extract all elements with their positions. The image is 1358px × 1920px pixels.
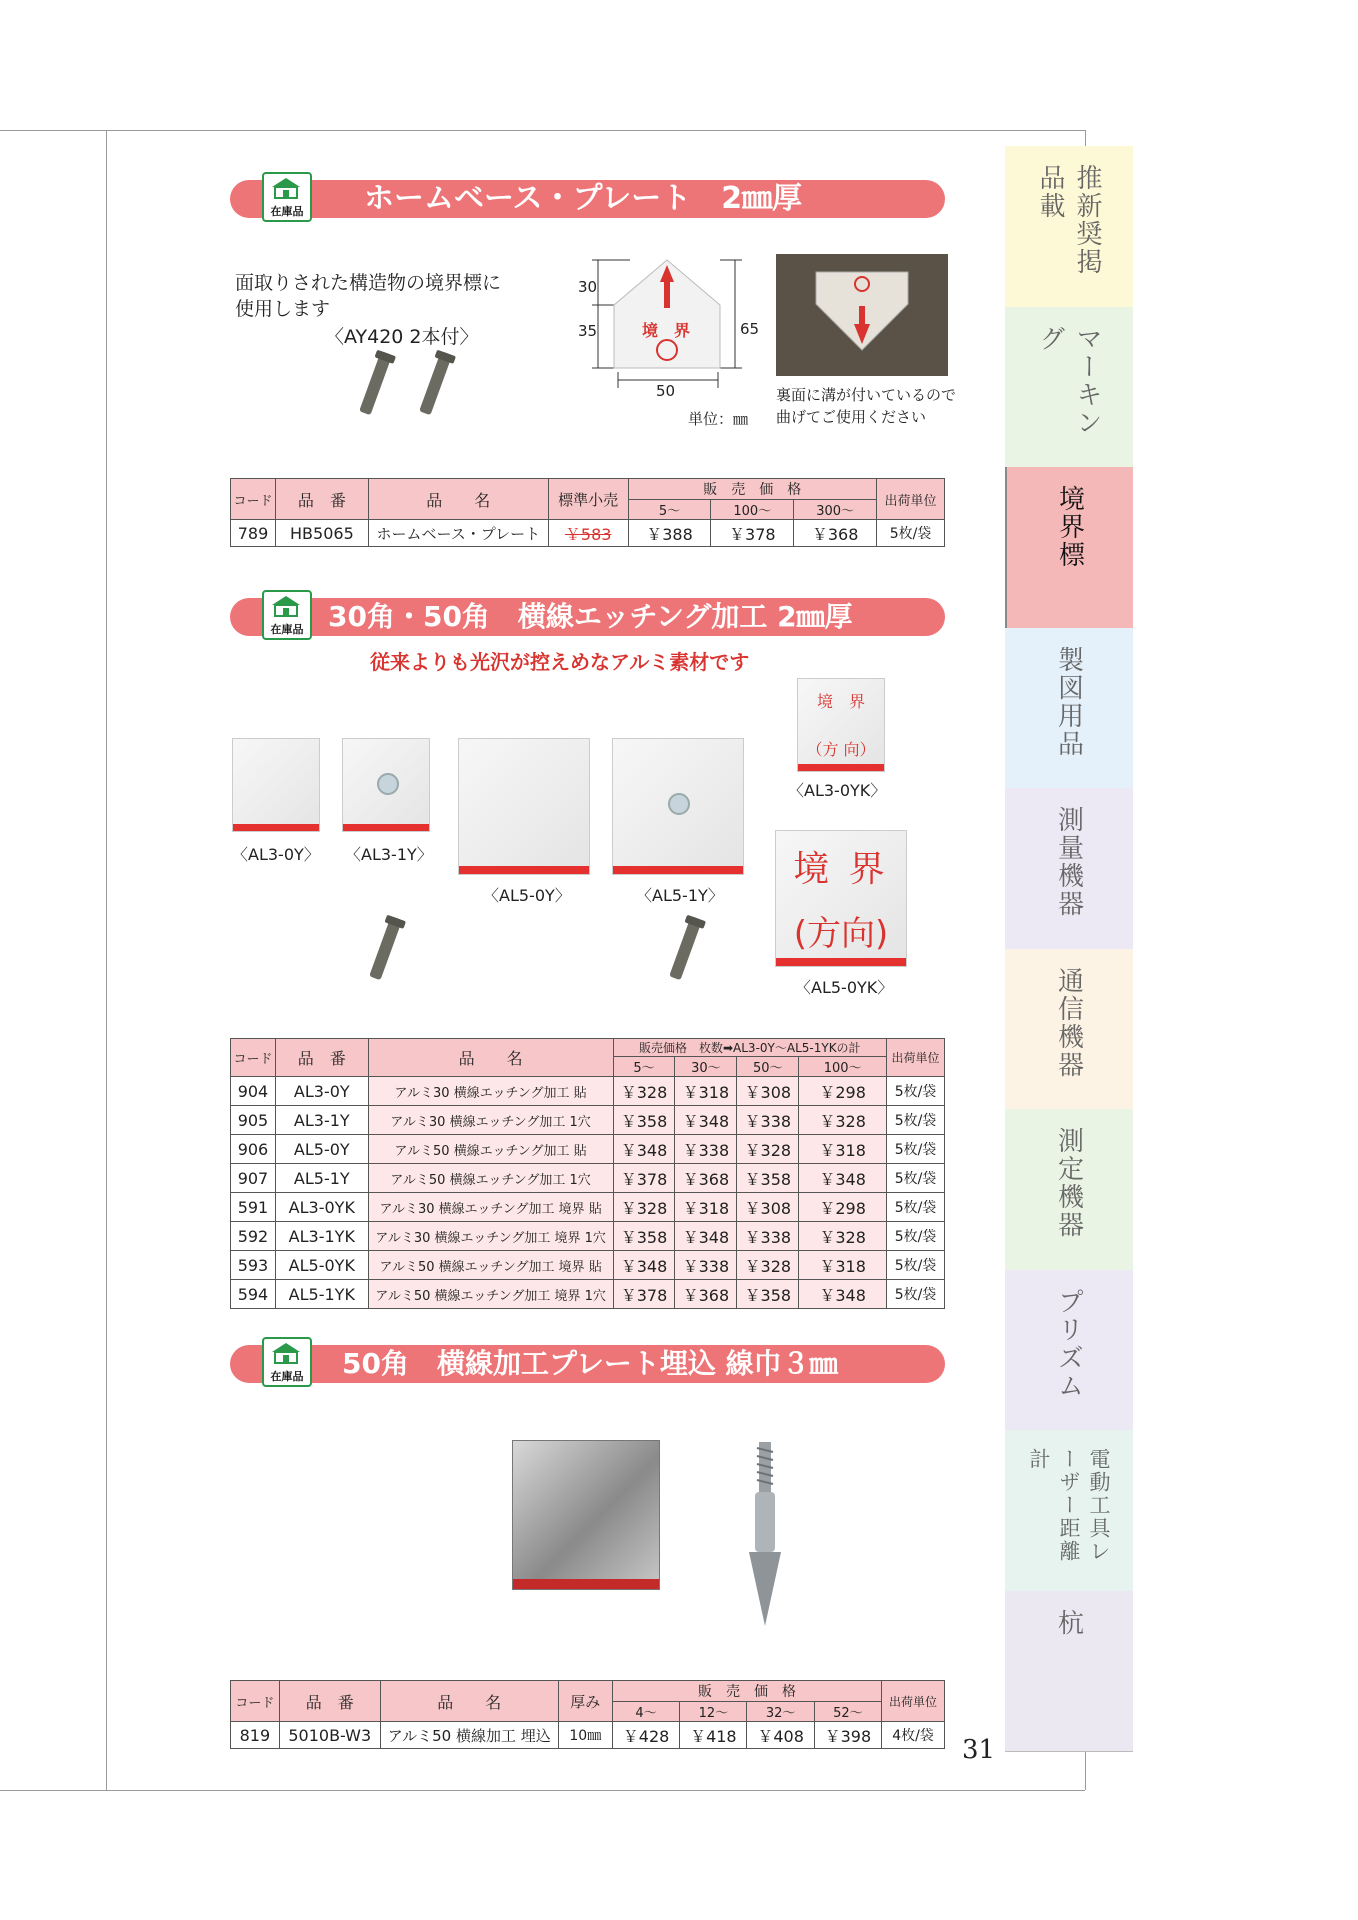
col-q3: 50〜: [737, 1057, 799, 1077]
cell-p1: ￥378: [613, 1280, 675, 1309]
stock-label: 在庫品: [270, 205, 304, 218]
col-q4: 52〜: [814, 1702, 881, 1722]
table-row: [231, 1722, 945, 1749]
cell-unit: 5枚/袋: [887, 1077, 945, 1106]
cell-p3: ￥408: [747, 1722, 814, 1749]
plate-al3-1y: [342, 738, 430, 832]
embed-pin-image: [735, 1440, 795, 1630]
section3-price-table: [230, 1680, 945, 1749]
anchor-bolt-image: [355, 910, 415, 990]
col-unit: 出荷単位: [877, 479, 945, 520]
plate-al5-0yk: [775, 830, 907, 967]
label-al3-0yk: 〈AL3-0YK〉: [788, 781, 887, 800]
tab-label: 測定機器: [1053, 1127, 1084, 1239]
stock-badge: [262, 172, 312, 222]
dim-35-label: 35: [578, 322, 598, 340]
cell-name: アルミ30 横線エッチング加工 境界 1穴: [368, 1222, 613, 1251]
col-unit: 出荷単位: [887, 1039, 945, 1077]
col-price: 販 売 価 格: [628, 479, 876, 500]
cell-part: AL3-0Y: [275, 1077, 368, 1106]
cell-part: AL5-0YK: [275, 1251, 368, 1280]
cell-name: アルミ50 横線エッチング加工 1穴: [368, 1164, 613, 1193]
plate-al5-0y: [458, 738, 590, 875]
stock-label: 在庫品: [270, 1370, 304, 1383]
cell-p1: ￥378: [613, 1164, 675, 1193]
cell-p2: ￥348: [675, 1106, 737, 1135]
col-name: 品 名: [368, 1039, 613, 1077]
cell-p3: ￥368: [794, 520, 877, 547]
note-line1: 裏面に溝が付いているので: [776, 386, 957, 404]
cell-p2: ￥348: [675, 1222, 737, 1251]
section3-title: 50角 横線加工プレート埋込 線巾３㎜: [342, 1347, 838, 1380]
plate-al3-0yk-text1: 境 界: [816, 692, 865, 711]
installed-plate-shape: [776, 254, 948, 376]
house-icon: [270, 595, 302, 617]
tab-label: 電動工具レーザー距離計: [1027, 1448, 1111, 1563]
cell-name: アルミ50 横線加工 埋込: [380, 1722, 558, 1749]
cell-p1: ￥428: [612, 1722, 679, 1749]
col-unit: 出荷単位: [882, 1681, 945, 1722]
cell-p3: ￥308: [737, 1077, 799, 1106]
cell-unit: 5枚/袋: [887, 1251, 945, 1280]
cell-p4: ￥298: [799, 1077, 887, 1106]
tab-4[interactable]: [1005, 628, 1133, 790]
label-al5-0yk: 〈AL5-0YK〉: [795, 978, 894, 997]
plate-al3-0yk-text2: （方 向）: [806, 740, 876, 759]
cell-name: アルミ50 横線エッチング加工 境界 1穴: [368, 1280, 613, 1309]
table-row: [231, 1222, 945, 1251]
mounting-hole: [668, 793, 690, 815]
cell-code: 819: [231, 1722, 280, 1749]
plate-al5-0yk-text2: (方向): [793, 914, 889, 954]
tab-label: 製図用品: [1053, 645, 1084, 758]
cell-part: AL3-0YK: [275, 1193, 368, 1222]
cell-unit: 5枚/袋: [887, 1280, 945, 1309]
section2-subtitle: 従来よりも光沢が控えめなアルミ素材です: [370, 650, 750, 674]
cell-p1: ￥358: [613, 1106, 675, 1135]
cell-code: 906: [231, 1135, 276, 1164]
cell-p1: ￥328: [613, 1193, 675, 1222]
stock-label: 在庫品: [270, 623, 304, 636]
cell-p2: ￥368: [675, 1280, 737, 1309]
cell-part: AL5-1YK: [275, 1280, 368, 1309]
cell-code: 594: [231, 1280, 276, 1309]
cell-p1: ￥348: [613, 1135, 675, 1164]
col-q1: 5〜: [613, 1057, 675, 1077]
dim-65-label: 65: [740, 320, 760, 338]
cell-part: AL3-1Y: [275, 1106, 368, 1135]
tab-8[interactable]: [1005, 1270, 1133, 1432]
cell-p3: ￥308: [737, 1193, 799, 1222]
col-code: コード: [231, 1039, 276, 1077]
unit-label: 単位：㎜: [688, 410, 749, 428]
cell-part: AL5-0Y: [275, 1135, 368, 1164]
cell-code: 593: [231, 1251, 276, 1280]
plate-al5-1y: [612, 738, 744, 875]
cell-p4: ￥348: [799, 1280, 887, 1309]
tab-label: 境界標: [1054, 485, 1085, 569]
col-q1: 5〜: [628, 500, 711, 520]
table-row: [231, 1135, 945, 1164]
embedded-plate-image: [512, 1440, 660, 1590]
cell-p3: ￥338: [737, 1222, 799, 1251]
col-q4: 100〜: [799, 1057, 887, 1077]
cell-unit: 5枚/袋: [887, 1164, 945, 1193]
cell-name: アルミ50 横線エッチング加工 境界 貼: [368, 1251, 613, 1280]
desc-line1: 面取りされた構造物の境界標に: [235, 272, 502, 294]
installed-plate-photo: [776, 254, 948, 376]
table-row: [231, 1077, 945, 1106]
page-number: 31: [962, 1735, 996, 1765]
col-q3: 32〜: [747, 1702, 814, 1722]
installation-note: [776, 384, 956, 428]
section2-title: 30角・50角 横線エッチング加工 2㎜厚: [328, 600, 853, 633]
cell-code: 591: [231, 1193, 276, 1222]
cell-p2: ￥418: [680, 1722, 747, 1749]
section1-header: [230, 180, 945, 218]
tab-10[interactable]: [1005, 1591, 1133, 1753]
cell-part: HB5065: [275, 520, 368, 547]
plate-al5-0yk-text1: 境 界: [793, 849, 889, 890]
cell-p4: ￥318: [799, 1251, 887, 1280]
cell-unit: 5枚/袋: [887, 1135, 945, 1164]
cell-unit: 5枚/袋: [887, 1106, 945, 1135]
cell-code: 592: [231, 1222, 276, 1251]
col-part: 品 番: [279, 1681, 380, 1722]
cell-code: 904: [231, 1077, 276, 1106]
cell-code: 907: [231, 1164, 276, 1193]
page-frame-bottom: [0, 1790, 1085, 1791]
col-std: 標準小売: [548, 479, 628, 520]
cell-p4: ￥318: [799, 1135, 887, 1164]
cell-part: AL5-1Y: [275, 1164, 368, 1193]
tab-label: 推新奨掲品載: [1035, 164, 1102, 276]
cell-p1: ￥388: [628, 520, 711, 547]
plate-al3-0yk: [797, 678, 885, 772]
cell-p2: ￥318: [675, 1077, 737, 1106]
label-al3-0y: 〈AL3-0Y〉: [232, 845, 320, 864]
cell-std: ￥583: [548, 520, 628, 547]
table-row: [231, 1251, 945, 1280]
tab-1[interactable]: [1005, 146, 1133, 308]
cell-p2: ￥318: [675, 1193, 737, 1222]
cell-code: 789: [231, 520, 276, 547]
tab-label: プリズム: [1053, 1287, 1084, 1400]
anchor-bolt-image: [655, 910, 715, 990]
col-q2: 30〜: [675, 1057, 737, 1077]
tab-label: 通信機器: [1053, 966, 1084, 1079]
cell-name: アルミ30 横線エッチング加工 1穴: [368, 1106, 613, 1135]
mounting-hole: [377, 773, 399, 795]
tab-3[interactable]: [1005, 467, 1133, 629]
anchor-bolt-image: [345, 345, 465, 425]
cell-code: 905: [231, 1106, 276, 1135]
cell-p4: ￥348: [799, 1164, 887, 1193]
page-frame-left: [106, 130, 107, 1790]
cell-thick: 10㎜: [558, 1722, 612, 1749]
col-price: 販売価格 枚数➡AL3-0Y〜AL5-1YKの計: [613, 1039, 886, 1057]
col-q2: 12〜: [680, 1702, 747, 1722]
col-part: 品 番: [275, 1039, 368, 1077]
col-code: コード: [231, 479, 276, 520]
section1-description: [235, 270, 501, 322]
table-row: [231, 1106, 945, 1135]
col-code: コード: [231, 1681, 280, 1722]
plate-al3-0y: [232, 738, 320, 832]
tab-label: 測量機器: [1053, 806, 1084, 918]
cell-p3: ￥338: [737, 1106, 799, 1135]
tab-5[interactable]: [1005, 788, 1133, 950]
col-price: 販 売 価 格: [612, 1681, 881, 1702]
stock-badge: [262, 590, 312, 640]
cell-unit: 5枚/袋: [887, 1193, 945, 1222]
col-q1: 4〜: [612, 1702, 679, 1722]
label-al5-1y: 〈AL5-1Y〉: [636, 886, 724, 905]
section1-title: ホームベース・プレート 2㎜厚: [364, 181, 803, 216]
section1-price-table: [230, 478, 945, 547]
label-al5-0y: 〈AL5-0Y〉: [483, 886, 571, 905]
cell-p3: ￥358: [737, 1280, 799, 1309]
note-line2: 曲げてご使用ください: [776, 408, 927, 426]
stock-badge: [262, 1337, 312, 1387]
cell-p2: ￥378: [711, 520, 794, 547]
tab-2[interactable]: [1005, 307, 1133, 469]
bundled-anchor-label: 〈AY420 2本付〉: [325, 326, 479, 348]
tab-label: 杭: [1053, 1608, 1084, 1637]
cell-name: ホームベース・プレート: [368, 520, 548, 547]
section2-price-table: [230, 1038, 945, 1309]
cell-name: アルミ50 横線エッチング加工 貼: [368, 1135, 613, 1164]
page-frame-top: [0, 130, 1085, 131]
col-thick: 厚み: [558, 1681, 612, 1722]
cell-p3: ￥328: [737, 1251, 799, 1280]
tab-7[interactable]: [1005, 1109, 1133, 1271]
cell-p1: ￥348: [613, 1251, 675, 1280]
col-part: 品 番: [275, 479, 368, 520]
cell-p2: ￥368: [675, 1164, 737, 1193]
house-icon: [270, 177, 302, 199]
table-row: [231, 1164, 945, 1193]
tab-6[interactable]: [1005, 949, 1133, 1111]
cell-p4: ￥298: [799, 1193, 887, 1222]
cell-p4: ￥328: [799, 1222, 887, 1251]
dim-50-label: 50: [656, 382, 676, 400]
dim-30-label: 30: [578, 278, 598, 296]
section3-header: [230, 1345, 945, 1383]
table-row: [231, 520, 945, 547]
desc-line2: 使用します: [235, 298, 331, 320]
label-al3-1y: 〈AL3-1Y〉: [345, 845, 433, 864]
tab-9[interactable]: [1005, 1430, 1133, 1592]
cell-name: アルミ30 横線エッチング加工 貼: [368, 1077, 613, 1106]
cell-p1: ￥358: [613, 1222, 675, 1251]
house-icon: [270, 1342, 302, 1364]
cell-part: 5010B-W3: [279, 1722, 380, 1749]
tab-label: マーキング: [1035, 324, 1102, 437]
cell-p4: ￥328: [799, 1106, 887, 1135]
cell-p1: ￥328: [613, 1077, 675, 1106]
cell-part: AL3-1YK: [275, 1222, 368, 1251]
col-name: 品 名: [368, 479, 548, 520]
plate-text: 境 界: [642, 321, 691, 340]
cell-p3: ￥328: [737, 1135, 799, 1164]
table-row: [231, 1280, 945, 1309]
col-q3: 300〜: [794, 500, 877, 520]
table-row: [231, 1193, 945, 1222]
col-q2: 100〜: [711, 500, 794, 520]
cell-p3: ￥358: [737, 1164, 799, 1193]
cell-p4: ￥398: [814, 1722, 881, 1749]
cell-p2: ￥338: [675, 1251, 737, 1280]
cell-unit: 4枚/袋: [882, 1722, 945, 1749]
cell-unit: 5枚/袋: [877, 520, 945, 547]
col-name: 品 名: [380, 1681, 558, 1722]
cell-p2: ￥338: [675, 1135, 737, 1164]
cell-name: アルミ30 横線エッチング加工 境界 貼: [368, 1193, 613, 1222]
cell-unit: 5枚/袋: [887, 1222, 945, 1251]
section2-header: [230, 598, 945, 636]
